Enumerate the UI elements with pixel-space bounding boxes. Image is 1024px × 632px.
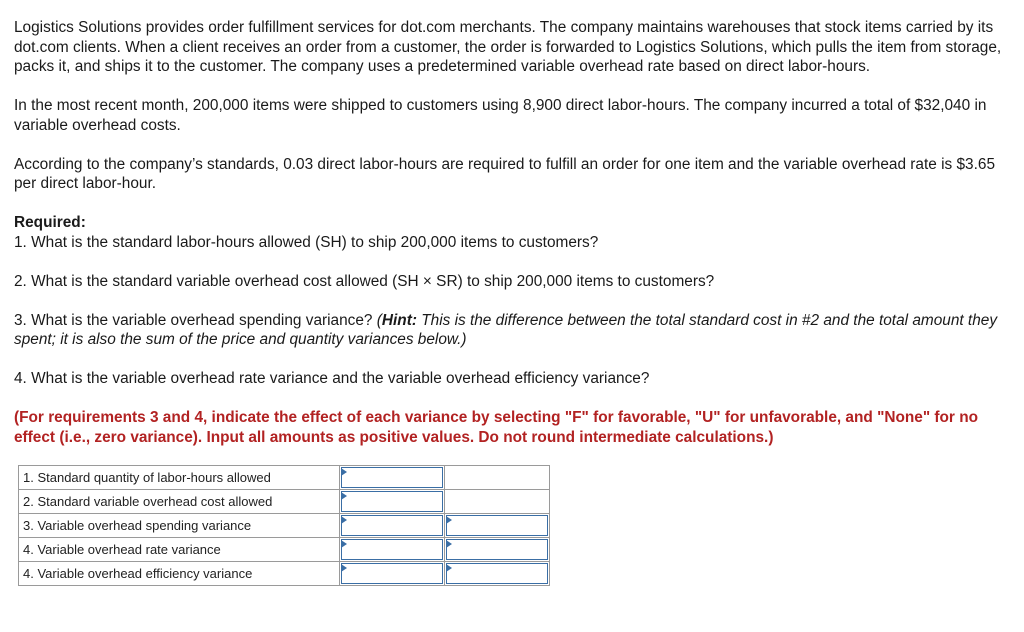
question-4: 4. What is the variable overhead rate variance and the variable overhead efficiency variance? [14, 370, 650, 387]
answer-table [18, 465, 550, 586]
table-row [19, 466, 550, 490]
row-label: 4. Variable overhead rate variance [19, 538, 340, 562]
amount-input[interactable] [341, 467, 443, 488]
question-2: 2. What is the standard variable overhead cost allowed (SH × SR) to ship 200,000 items to customers? [14, 272, 715, 290]
amount-cell [340, 538, 445, 562]
row-label: 3. Variable overhead spending variance [19, 514, 340, 538]
input-marker-icon [341, 468, 347, 476]
required-section [14, 213, 1010, 252]
amount-input[interactable] [341, 539, 443, 560]
input-marker-icon [341, 540, 347, 548]
row-label: 4. Variable overhead efficiency variance [19, 562, 340, 586]
amount-input[interactable] [341, 491, 443, 512]
input-marker-icon [341, 492, 347, 500]
amount-cell [340, 514, 445, 538]
hint-text: This is the difference between the total standard cost in #2 and the total amount they spent; it is also the sum of the price and quantity variances below.) [14, 311, 998, 348]
table-row [19, 562, 550, 586]
effect-select[interactable] [446, 515, 548, 536]
effect-select[interactable] [446, 539, 548, 560]
effect-blank [446, 491, 548, 512]
effect-cell [445, 466, 550, 490]
amount-cell [340, 490, 445, 514]
table-row [19, 490, 550, 514]
question-3 [14, 311, 1010, 350]
input-marker-icon [341, 564, 347, 572]
row-label: 1. Standard quantity of labor-hours allowed [19, 466, 340, 490]
amount-input[interactable] [341, 563, 443, 584]
dropdown-marker-icon [446, 516, 452, 524]
table-row [19, 514, 550, 538]
effect-select[interactable] [446, 563, 548, 584]
dropdown-marker-icon [446, 540, 452, 548]
effect-cell [445, 490, 550, 514]
required-heading: Required: [14, 214, 86, 231]
amount-input[interactable] [341, 515, 443, 536]
row-label: 2. Standard variable overhead cost allowed [19, 490, 340, 514]
input-marker-icon [341, 516, 347, 524]
question-1: 1. What is the standard labor-hours allowed (SH) to ship 200,000 items to customers? [14, 233, 599, 251]
table-row [19, 538, 550, 562]
question-3-text: 3. What is the variable overhead spending variance? [14, 311, 377, 329]
intro-paragraph: Logistics Solutions provides order fulfillment services for dot.com merchants. The company maintains warehouses that stock items carried by its dot.com clients. When a client receives an order from a customer, the order is forwarded to Logistics Solutions, which pulls the item from storage, packs it, and ships it to the customer. The company uses a predetermined variable overhead rate based on direct labor-hours. [14, 19, 1002, 75]
instructions: (For requirements 3 and 4, indicate the effect of each variance by selecting "F" for favorable, "U" for unfavorable, and "None" for no effect (i.e., zero variance). Input all amounts as positive values. Do not round intermediate calculations.) [14, 409, 979, 446]
effect-cell [445, 538, 550, 562]
effect-cell [445, 562, 550, 586]
amount-cell [340, 562, 445, 586]
hint-open: ( [376, 311, 382, 329]
effect-cell [445, 514, 550, 538]
effect-blank [446, 467, 548, 488]
hint-label: Hint: [381, 311, 417, 329]
dropdown-marker-icon [446, 564, 452, 572]
month-data-paragraph: In the most recent month, 200,000 items were shipped to customers using 8,900 direct labor-hours. The company incurred a total of $32,040 in variable overhead costs. [14, 97, 987, 134]
standards-paragraph: According to the company’s standards, 0.03 direct labor-hours are required to fulfill an order for one item and the variable overhead rate is $3.65 per direct labor-hour. [14, 155, 996, 192]
amount-cell [340, 466, 445, 490]
